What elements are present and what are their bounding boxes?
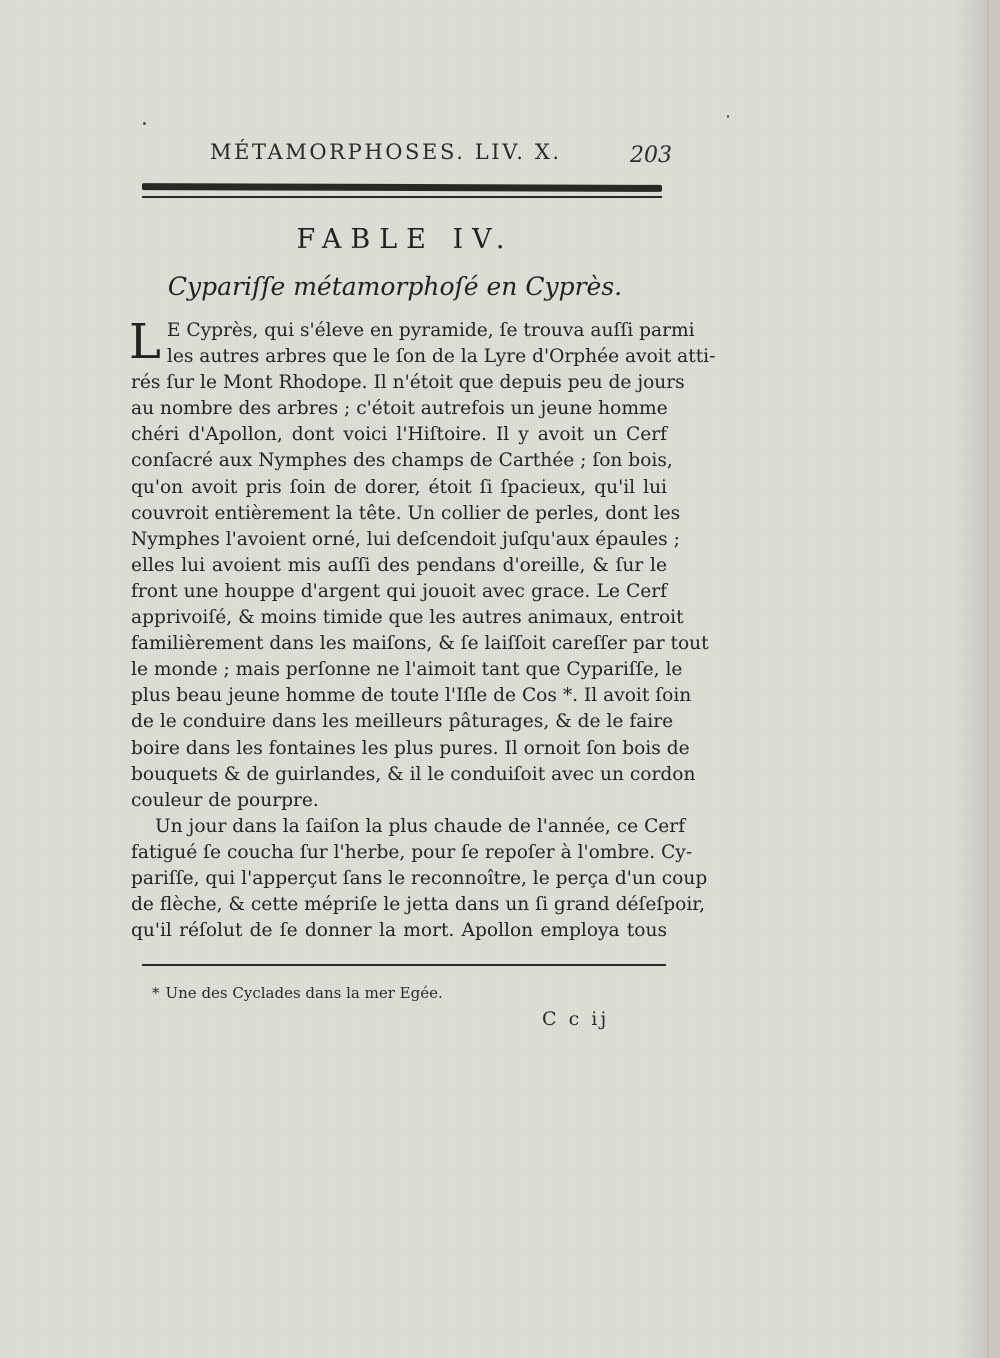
text-line: les autres arbres que le ſon de la Lyre d'Orphée avoit atti- [166, 346, 716, 368]
text-line: elles lui avoient mis auſſi des pendans d'oreille, & ſur le [131, 554, 667, 576]
text-line: plus beau jeune homme de toute l'Iſle de Cos *. Il avoit ſoin [131, 685, 692, 707]
header-rule-thin [142, 196, 662, 198]
body-text [129, 314, 716, 944]
paper-speck [143, 122, 146, 125]
running-head: MÉTAMORPHOSES. LIV. X. [210, 140, 562, 164]
footnote [152, 984, 443, 1002]
text-line: le monde ; mais perſonne ne l'aimoit tant que Cypariſſe, le [131, 659, 683, 681]
text-line: rés ſur le Mont Rhodope. Il n'étoit que depuis peu de jours [131, 372, 685, 394]
text-line: chéri d'Apollon, dont voici l'Hiſtoire. Il y avoit un Cerf [131, 424, 667, 446]
text-line: de flèche, & cette mépriſe le jetta dans un ſi grand déſeſpoir, [131, 894, 706, 916]
fable-title: FABLE IV. [296, 224, 514, 255]
text-line: bouquets & de guirlandes, & il le conduiſoit avec un cordon [131, 763, 696, 785]
text-line: couvroit entièrement la tête. Un collier de perles, dont les [131, 502, 681, 524]
text-line: E Cyprès, qui s'éleve en pyramide, ſe trouva auſſi parmi [166, 320, 695, 341]
text-line: familièrement dans les maiſons, & ſe laiſſoit careſſer par tout [131, 633, 709, 655]
text-line: boire dans les fontaines les plus pures. Il ornoit ſon bois de [131, 737, 690, 759]
drop-cap: L [129, 314, 161, 370]
text-line: couleur de pourpre. [131, 789, 319, 811]
text-line: front une houppe d'argent qui jouoit avec grace. Le Cerf [131, 580, 667, 602]
text-line: Nymphes l'avoient orné, lui deſcendoit juſqu'aux épaules ; [131, 528, 680, 550]
text-line: qu'on avoit pris ſoin de dorer, étoit ſi ſpacieux, qu'il lui [131, 476, 667, 498]
footnote-mark: * [152, 984, 160, 1002]
text-line: Un jour dans la ſaiſon la plus chaude de l'année, ce Cerf [155, 815, 686, 837]
page-number: 203 [630, 143, 672, 168]
text-line: pariſſe, qui l'apperçut ſans le reconnoître, le perça d'un coup [131, 867, 708, 889]
signature-mark: C c ij [542, 1008, 610, 1030]
paper-speck [727, 115, 729, 118]
footnote-rule [142, 964, 666, 966]
text-line: de le conduire dans les meilleurs pâturages, & de le faire [131, 711, 674, 733]
header-rule-thick [142, 183, 662, 192]
footnote-text: Une des Cyclades dans la mer Egée. [165, 984, 443, 1002]
text-line: conſacré aux Nymphes des champs de Carthée ; ſon bois, [131, 450, 673, 472]
fable-subtitle: Cypariſſe métamorphoſé en Cyprès. [167, 272, 623, 301]
text-line: fatigué ſe coucha ſur l'herbe, pour ſe repoſer à l'ombre. Cy- [131, 841, 693, 863]
text-line: au nombre des arbres ; c'étoit autrefois un jeune homme [131, 398, 668, 420]
text-line: qu'il réſolut de ſe donner la mort. Apollon employa tous [131, 920, 667, 942]
page-edge [987, 0, 1000, 1358]
text-line: apprivoiſé, & moins timide que les autres animaux, entroit [131, 607, 684, 629]
